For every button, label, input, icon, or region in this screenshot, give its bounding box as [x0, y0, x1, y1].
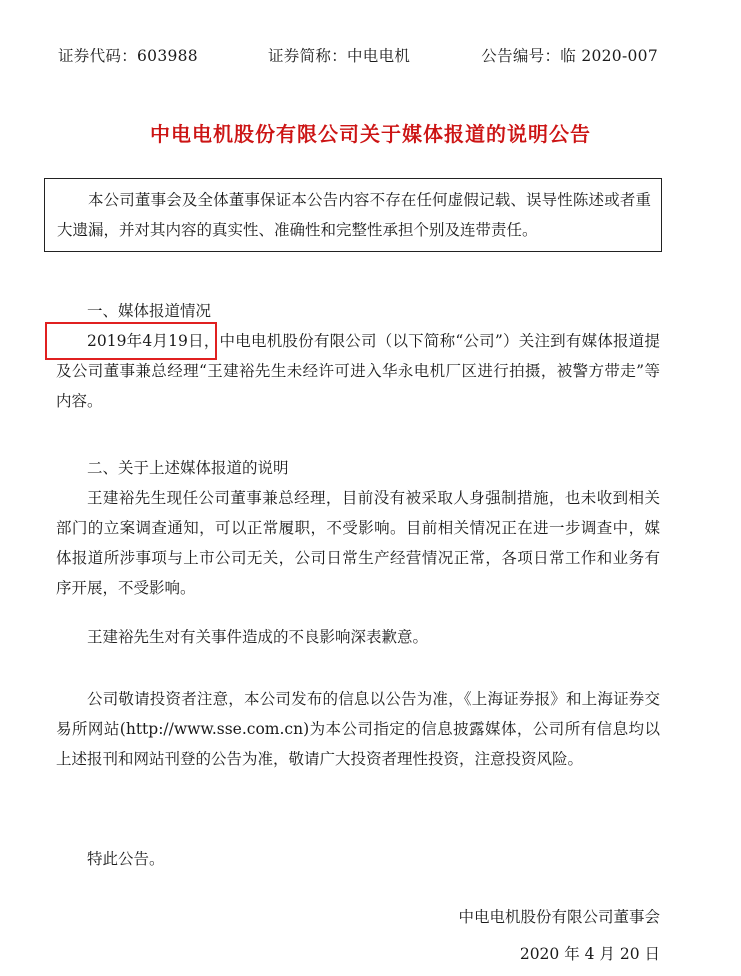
media-report-paragraph: 2019年4月19日，中电电机股份有限公司（以下简称“公司”）关注到有媒体报道提及公司董事兼总经理“王建裕先生未经许可进入华永电机厂区进行拍摄，被警方带走”等内容。	[56, 332, 660, 410]
section-heading-explanation: 二、关于上述媒体报道的说明	[87, 459, 289, 477]
explanation-paragraph: 王建裕先生现任公司董事兼总经理，目前没有被采取人身强制措施，也未收到相关部门的立案调查通知，可以正常履职，不受影响。目前相关情况正在进一步调查中，媒体报道所涉事项与上市公司无关，公司日常生产经营情况正常，各项日常工作和业务有序开展，不受影响。	[56, 489, 660, 597]
document-title: 中电电机股份有限公司关于媒体报道的说明公告	[150, 122, 591, 146]
stock-code: 证券代码：603988	[58, 47, 198, 65]
date-highlight-annotation	[45, 322, 217, 360]
closing-statement: 特此公告。	[87, 850, 165, 868]
stock-short-name: 证券简称：中电电机	[268, 47, 411, 65]
board-guarantee-notice: 本公司董事会及全体董事保证本公告内容不存在任何虚假记载、误导性陈述或者重大遗漏，并对其内容的真实性、准确性和完整性承担个别及连带责任。	[44, 178, 662, 252]
investor-notice-paragraph: 公司敬请投资者注意，本公司发布的信息以公告为准，《上海证券报》和上海证券交易所网站(http://www.sse.com.cn)为本公司指定的信息披露媒体，公司所有信息均以上述报刊和网站刊登的公告为准，敬请广大投资者理性投资，注意投资风险。	[56, 690, 660, 768]
signature-company: 中电电机股份有限公司董事会	[458, 908, 660, 926]
signature-date: 2020 年 4 月 20 日	[519, 945, 660, 963]
announcement-number: 公告编号：临 2020-007	[481, 47, 658, 65]
apology-paragraph: 王建裕先生对有关事件造成的不良影响深表歉意。	[87, 628, 429, 646]
section-heading-media-report: 一、媒体报道情况	[87, 302, 212, 320]
